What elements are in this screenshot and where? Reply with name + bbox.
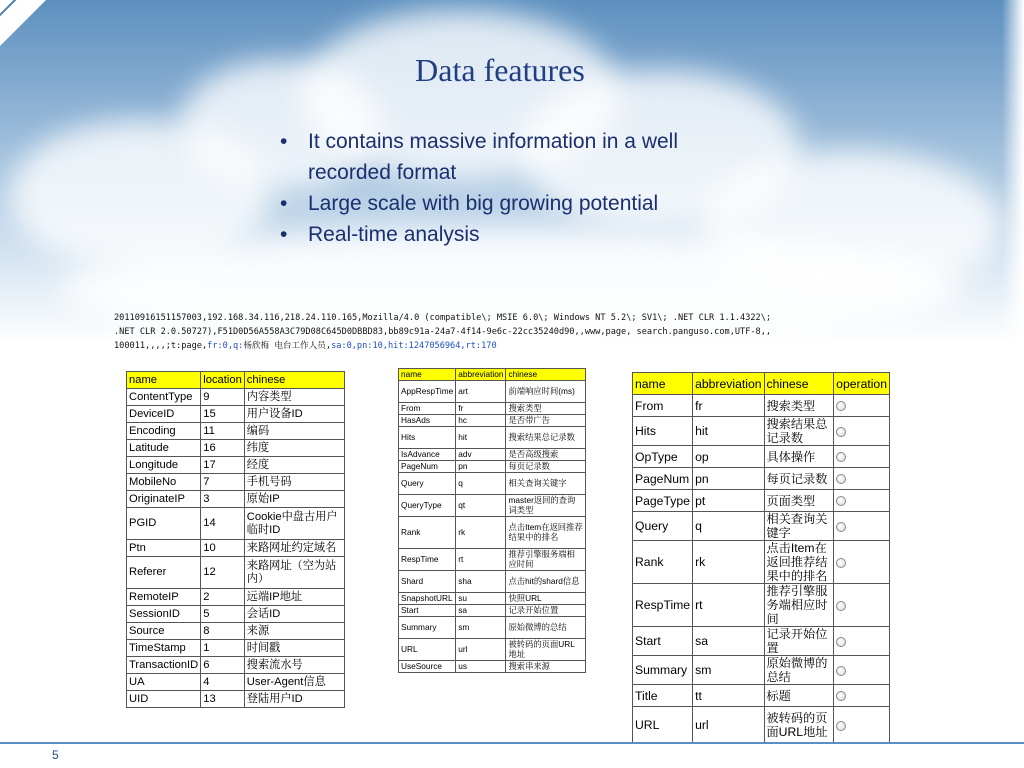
table-cell: hit bbox=[456, 427, 506, 449]
operation-cell bbox=[834, 446, 890, 468]
table-cell: sm bbox=[693, 656, 764, 685]
bullet-dot: • bbox=[280, 192, 288, 215]
table-cell: us bbox=[456, 661, 506, 673]
table-row bbox=[127, 491, 345, 508]
table-row bbox=[127, 508, 345, 540]
table-cell: 登陆用户ID bbox=[244, 691, 344, 708]
radio-button-icon[interactable] bbox=[836, 558, 846, 568]
table-cell: RespTime bbox=[633, 584, 693, 627]
operation-cell bbox=[834, 656, 890, 685]
operation-table bbox=[632, 372, 890, 744]
table-row bbox=[127, 540, 345, 557]
table-row bbox=[399, 415, 586, 427]
table-cell: pt bbox=[693, 490, 764, 512]
table-cell: From bbox=[399, 403, 456, 415]
table-cell: 2 bbox=[201, 589, 245, 606]
table-row bbox=[633, 584, 890, 627]
table-cell: Hits bbox=[399, 427, 456, 449]
table-cell: fr bbox=[693, 395, 764, 417]
table-cell: DeviceID bbox=[127, 406, 201, 423]
table-cell: 相关查询关键字 bbox=[506, 473, 586, 495]
table-cell: Summary bbox=[633, 656, 693, 685]
table-cell: pn bbox=[456, 461, 506, 473]
radio-button-icon[interactable] bbox=[836, 637, 846, 647]
table-cell: 原始微博的总结 bbox=[764, 656, 834, 685]
radio-button-icon[interactable] bbox=[836, 601, 846, 611]
table-cell: tt bbox=[693, 685, 764, 707]
right-edge bbox=[1002, 0, 1024, 768]
radio-button-icon[interactable] bbox=[836, 721, 846, 731]
table-cell: Cookie中盘古用户临时ID bbox=[244, 508, 344, 540]
operation-cell bbox=[834, 541, 890, 584]
table-row bbox=[399, 381, 586, 403]
table-cell: 16 bbox=[201, 440, 245, 457]
table-cell: Latitude bbox=[127, 440, 201, 457]
bullet-item: • Large scale with big growing potential bbox=[278, 188, 718, 219]
table-cell: MobileNo bbox=[127, 474, 201, 491]
field-location-table bbox=[126, 371, 345, 708]
bullet-dot: • bbox=[280, 130, 288, 153]
bullet-list bbox=[278, 126, 718, 250]
column-header: name bbox=[633, 373, 693, 395]
table-cell: OpType bbox=[633, 446, 693, 468]
table-row bbox=[399, 473, 586, 495]
table-row bbox=[399, 549, 586, 571]
table-cell: rk bbox=[456, 517, 506, 549]
table-cell: Hits bbox=[633, 417, 693, 446]
table-cell: Referer bbox=[127, 557, 201, 589]
table-cell: 内容类型 bbox=[244, 389, 344, 406]
table-cell: Query bbox=[633, 512, 693, 541]
table-row bbox=[633, 627, 890, 656]
table-cell: Rank bbox=[633, 541, 693, 584]
table-cell: 10 bbox=[201, 540, 245, 557]
table-cell: 6 bbox=[201, 657, 245, 674]
table-cell: master返回的查询词类型 bbox=[506, 495, 586, 517]
operation-cell bbox=[834, 490, 890, 512]
table-cell: qt bbox=[456, 495, 506, 517]
table-cell: 17 bbox=[201, 457, 245, 474]
bullet-item: • Real-time analysis bbox=[278, 219, 718, 250]
operation-cell bbox=[834, 468, 890, 490]
radio-button-icon[interactable] bbox=[836, 401, 846, 411]
table-cell: 推荐引擎服务端相应时间 bbox=[506, 549, 586, 571]
operation-cell bbox=[834, 584, 890, 627]
table-row bbox=[399, 571, 586, 593]
table-cell: 相关查询关键字 bbox=[764, 512, 834, 541]
table-cell: 5 bbox=[201, 606, 245, 623]
table-cell: sa bbox=[693, 627, 764, 656]
column-header: abbreviation bbox=[693, 373, 764, 395]
table-cell: 3 bbox=[201, 491, 245, 508]
table-cell: URL bbox=[399, 639, 456, 661]
table-cell: url bbox=[456, 639, 506, 661]
table-header-row bbox=[399, 369, 586, 381]
table-cell: pn bbox=[693, 468, 764, 490]
table-row bbox=[399, 427, 586, 449]
table-row bbox=[127, 406, 345, 423]
table-row bbox=[127, 640, 345, 657]
table-row bbox=[127, 474, 345, 491]
table-cell: 搜索流水号 bbox=[244, 657, 344, 674]
table-cell: OriginateIP bbox=[127, 491, 201, 508]
operation-cell bbox=[834, 707, 890, 744]
table-cell: fr bbox=[456, 403, 506, 415]
table-cell: sa bbox=[456, 605, 506, 617]
slide-title: Data features bbox=[415, 52, 585, 88]
page-number: 5 bbox=[52, 748, 59, 762]
table-cell: 是否带广告 bbox=[506, 415, 586, 427]
log-line-2: .NET CLR 2.0.50727),F51D0D56A558A3C79D08C645D0DBBD83,bb89c91a-24a7-4f14-9e6c-22cc35240d90,,www,page, search.panguso.com,UTF-8,, bbox=[114, 327, 772, 337]
bullet-dot: • bbox=[280, 223, 288, 246]
table-cell: 来路网址约定域名 bbox=[244, 540, 344, 557]
table-cell: Longitude bbox=[127, 457, 201, 474]
table-row bbox=[127, 557, 345, 589]
table-row bbox=[127, 691, 345, 708]
table-cell: Ptn bbox=[127, 540, 201, 557]
table-cell: rk bbox=[693, 541, 764, 584]
table-cell: 每页记录数 bbox=[506, 461, 586, 473]
table-cell: 是否高级搜索 bbox=[506, 449, 586, 461]
table-row bbox=[127, 440, 345, 457]
table-row bbox=[633, 395, 890, 417]
table-cell: 来源 bbox=[244, 623, 344, 640]
table-cell: 手机号码 bbox=[244, 474, 344, 491]
log-line-3-prefix: 100011,,,,;t:page, bbox=[114, 341, 208, 351]
table-header-row bbox=[127, 372, 345, 389]
table-cell: Start bbox=[633, 627, 693, 656]
table-cell: rt bbox=[693, 584, 764, 627]
table-cell: su bbox=[456, 593, 506, 605]
table-cell: AppRespTime bbox=[399, 381, 456, 403]
table-cell: 原始微博的总结 bbox=[506, 617, 586, 639]
table-cell: Summary bbox=[399, 617, 456, 639]
table-cell: PGID bbox=[127, 508, 201, 540]
column-header: chinese bbox=[244, 372, 344, 389]
table-row bbox=[399, 605, 586, 617]
table-cell: TimeStamp bbox=[127, 640, 201, 657]
column-header: chinese bbox=[764, 373, 834, 395]
log-line-3-query: 杨欣梅 电台工作人员, bbox=[243, 341, 332, 351]
table-cell: 会话ID bbox=[244, 606, 344, 623]
table-cell: IsAdvance bbox=[399, 449, 456, 461]
table-cell: From bbox=[633, 395, 693, 417]
radio-button-icon[interactable] bbox=[836, 427, 846, 437]
table-cell: 11 bbox=[201, 423, 245, 440]
table-cell: Encoding bbox=[127, 423, 201, 440]
table-row bbox=[399, 449, 586, 461]
radio-button-icon[interactable] bbox=[836, 666, 846, 676]
table-row bbox=[399, 661, 586, 673]
table-cell: 点击Item在返回推荐结果中的排名 bbox=[764, 541, 834, 584]
table-cell: 具体操作 bbox=[764, 446, 834, 468]
table-cell: 4 bbox=[201, 674, 245, 691]
column-header: chinese bbox=[506, 369, 586, 381]
table-cell: SnapshotURL bbox=[399, 593, 456, 605]
table-cell: 远端IP地址 bbox=[244, 589, 344, 606]
table-cell: sm bbox=[456, 617, 506, 639]
table-cell: 13 bbox=[201, 691, 245, 708]
column-header: operation bbox=[834, 373, 890, 395]
footer-rule bbox=[0, 742, 1024, 744]
radio-button-icon[interactable] bbox=[836, 691, 846, 701]
table-cell: 纬度 bbox=[244, 440, 344, 457]
operation-cell bbox=[834, 395, 890, 417]
table-row bbox=[399, 403, 586, 415]
table-row bbox=[633, 468, 890, 490]
table-cell: Source bbox=[127, 623, 201, 640]
table-cell: 14 bbox=[201, 508, 245, 540]
table-cell: 12 bbox=[201, 557, 245, 589]
table-cell: 8 bbox=[201, 623, 245, 640]
table-cell: 记录开始位置 bbox=[506, 605, 586, 617]
table-row bbox=[127, 606, 345, 623]
table-cell: 1 bbox=[201, 640, 245, 657]
table-cell: 7 bbox=[201, 474, 245, 491]
log-line-3-tail: sa:0,pn:10,hit:1247056964,rt:170 bbox=[331, 341, 497, 351]
table-row bbox=[633, 446, 890, 468]
table-cell: UA bbox=[127, 674, 201, 691]
table-row bbox=[399, 639, 586, 661]
table-cell: 推荐引擎服务端相应时间 bbox=[764, 584, 834, 627]
table-cell: TransactionID bbox=[127, 657, 201, 674]
table-cell: RemoteIP bbox=[127, 589, 201, 606]
table-cell: 搜索类型 bbox=[764, 395, 834, 417]
table-header-row bbox=[633, 373, 890, 395]
table-cell: 前端响应时间(ms) bbox=[506, 381, 586, 403]
table-cell: 编码 bbox=[244, 423, 344, 440]
table-cell: rt bbox=[456, 549, 506, 571]
table-cell: hc bbox=[456, 415, 506, 427]
table-cell: art bbox=[456, 381, 506, 403]
table-cell: 被转码的页面URL地址 bbox=[506, 639, 586, 661]
table-cell: RespTime bbox=[399, 549, 456, 571]
table-cell: 搜索结果总记录数 bbox=[506, 427, 586, 449]
table-cell: HasAds bbox=[399, 415, 456, 427]
table-cell: hit bbox=[693, 417, 764, 446]
radio-button-icon[interactable] bbox=[836, 452, 846, 462]
table-cell: Rank bbox=[399, 517, 456, 549]
table-cell: 原始IP bbox=[244, 491, 344, 508]
table-row bbox=[399, 461, 586, 473]
table-cell: 被转码的页面URL地址 bbox=[764, 707, 834, 744]
table-cell: q bbox=[456, 473, 506, 495]
table-row bbox=[127, 423, 345, 440]
operation-cell bbox=[834, 417, 890, 446]
table-cell: 每页记录数 bbox=[764, 468, 834, 490]
table-cell: Shard bbox=[399, 571, 456, 593]
table-cell: 点击hit的shard信息 bbox=[506, 571, 586, 593]
table-cell: 经度 bbox=[244, 457, 344, 474]
operation-cell bbox=[834, 512, 890, 541]
table-cell: 来路网址（空为站内） bbox=[244, 557, 344, 589]
table-cell: 时间戳 bbox=[244, 640, 344, 657]
radio-button-icon[interactable] bbox=[836, 496, 846, 506]
table-row bbox=[127, 589, 345, 606]
bullet-item: • It contains massive information in a well recorded format bbox=[278, 126, 718, 188]
table-row bbox=[633, 417, 890, 446]
table-cell: 快照URL bbox=[506, 593, 586, 605]
radio-button-icon[interactable] bbox=[836, 474, 846, 484]
table-cell: Query bbox=[399, 473, 456, 495]
table-row bbox=[399, 593, 586, 605]
table-cell: 搜索串来源 bbox=[506, 661, 586, 673]
table-cell: 记录开始位置 bbox=[764, 627, 834, 656]
table-cell: Start bbox=[399, 605, 456, 617]
sample-log-record bbox=[114, 311, 914, 353]
table-cell: op bbox=[693, 446, 764, 468]
table-cell: UID bbox=[127, 691, 201, 708]
table-row bbox=[127, 389, 345, 406]
table-row bbox=[127, 623, 345, 640]
table-cell: 15 bbox=[201, 406, 245, 423]
table-cell: 搜索类型 bbox=[506, 403, 586, 415]
table-cell: UseSource bbox=[399, 661, 456, 673]
table-cell: 用户设备ID bbox=[244, 406, 344, 423]
abbreviation-table bbox=[398, 368, 586, 673]
column-header: name bbox=[127, 372, 201, 389]
table-cell: PageNum bbox=[399, 461, 456, 473]
table-cell: PageType bbox=[633, 490, 693, 512]
table-cell: User-Agent信息 bbox=[244, 674, 344, 691]
table-cell: 点击Item在返回推荐结果中的排名 bbox=[506, 517, 586, 549]
table-row bbox=[633, 656, 890, 685]
table-cell: QueryType bbox=[399, 495, 456, 517]
table-cell: Title bbox=[633, 685, 693, 707]
operation-cell bbox=[834, 627, 890, 656]
table-row bbox=[399, 617, 586, 639]
radio-button-icon[interactable] bbox=[836, 522, 846, 532]
table-cell: 搜索结果总记录数 bbox=[764, 417, 834, 446]
table-row bbox=[633, 512, 890, 541]
table-cell: 页面类型 bbox=[764, 490, 834, 512]
log-line-3-fr-q: fr:0,q: bbox=[207, 341, 244, 351]
table-row bbox=[127, 674, 345, 691]
table-row bbox=[399, 517, 586, 549]
column-header: location bbox=[201, 372, 245, 389]
table-cell: q bbox=[693, 512, 764, 541]
table-row bbox=[633, 707, 890, 744]
table-row bbox=[633, 541, 890, 584]
table-cell: sha bbox=[456, 571, 506, 593]
table-row bbox=[127, 657, 345, 674]
log-line-1: 20110916151157003,192.168.34.116,218.24.110.165,Mozilla/4.0 (compatible\; MSIE 6.0\; Windows NT 5.2\; SV1\; .NET CLR 1.1.4322\; bbox=[114, 313, 772, 323]
table-row bbox=[127, 457, 345, 474]
table-cell: SessionID bbox=[127, 606, 201, 623]
table-row bbox=[399, 495, 586, 517]
table-cell: PageNum bbox=[633, 468, 693, 490]
table-cell: 9 bbox=[201, 389, 245, 406]
table-cell: ContentType bbox=[127, 389, 201, 406]
table-row bbox=[633, 490, 890, 512]
table-cell: adv bbox=[456, 449, 506, 461]
operation-cell bbox=[834, 685, 890, 707]
table-cell: url bbox=[693, 707, 764, 744]
table-row bbox=[633, 685, 890, 707]
table-cell: URL bbox=[633, 707, 693, 744]
column-header: name bbox=[399, 369, 456, 381]
column-header: abbreviation bbox=[456, 369, 506, 381]
table-cell: 标题 bbox=[764, 685, 834, 707]
